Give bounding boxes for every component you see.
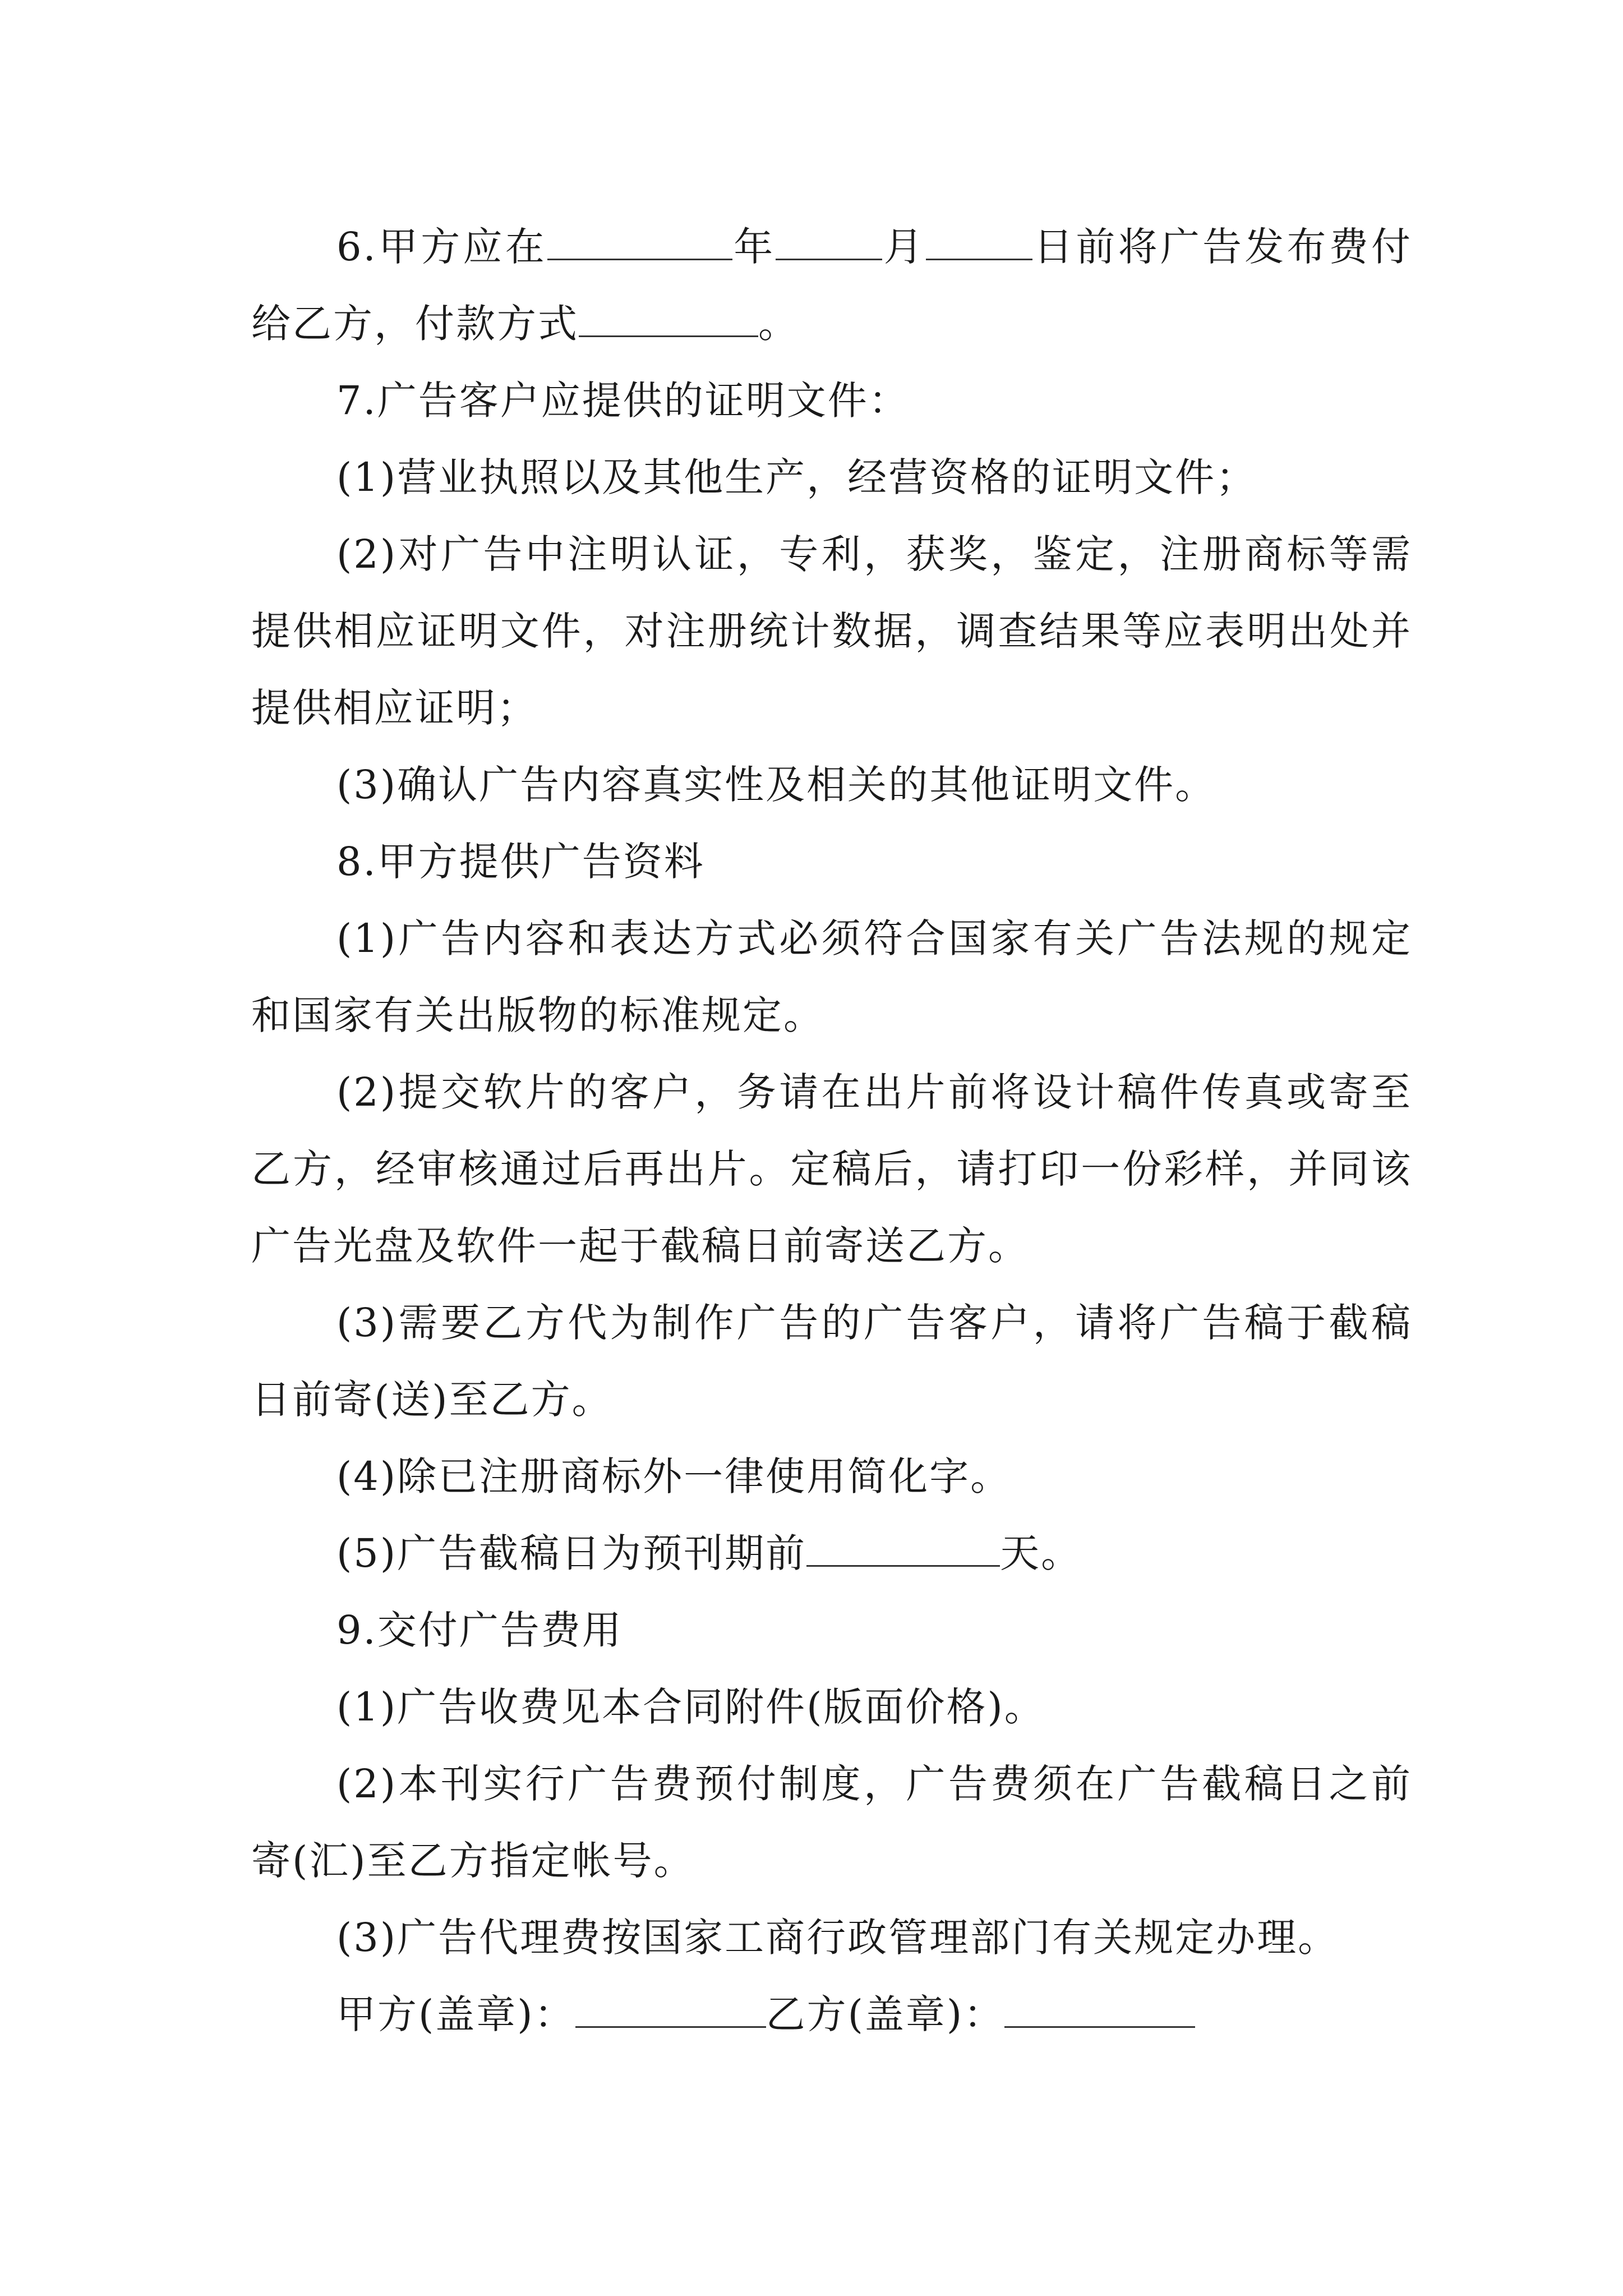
clause-7-item-3: (3)确认广告内容真实性及相关的其他证明文件。 (336, 762, 1216, 808)
clause-6-text-e: 。 (758, 301, 799, 347)
clause-8-item-5 (251, 1515, 1412, 1592)
year-blank[interactable] (547, 227, 732, 260)
party-b-seal-blank[interactable] (1004, 1995, 1195, 2028)
clause-8: 8.甲方提供广告资料 (336, 839, 705, 885)
party-a-seal-blank[interactable] (575, 1995, 766, 2028)
clause-6-text-a: 6.甲方应在 (336, 224, 547, 270)
clause-7-item-2: (2)对广告中注明认证，专利，获奖，鉴定，注册商标等需提供相应证明文件，对注册统计数据，调查结果等应表明出处并提供相应证明； (251, 531, 1412, 731)
clause-6-text-c: 月 (882, 224, 926, 270)
clause-9: 9.交付广告费用 (336, 1607, 623, 1653)
party-a-label: 甲方(盖章)： (336, 1991, 575, 2037)
clause-7-item-1: (1)营业执照以及其他生产，经营资格的证明文件； (336, 454, 1257, 500)
day-blank[interactable] (926, 227, 1032, 260)
clause-9-item-3: (3)广告代理费按国家工商行政管理部门有关规定办理。 (336, 1915, 1339, 1961)
deadline-days-blank[interactable] (806, 1534, 1000, 1567)
clause-8-item-3: (3)需要乙方代为制作广告的广告客户，请将广告稿于截稿日前寄(送)至乙方。 (251, 1300, 1412, 1423)
month-blank[interactable] (776, 227, 882, 260)
clause-9-item-1: (1)广告收费见本合同附件(版面价格)。 (336, 1684, 1045, 1730)
clause-7: 7.广告客户应提供的证明文件： (336, 378, 910, 424)
clause-6-text-d: 日前将广告发布费付给乙方，付款方式 (251, 224, 1413, 347)
party-b-label: 乙方(盖章)： (766, 1991, 1005, 2037)
payment-method-blank[interactable] (579, 304, 758, 337)
clause-8-item-5-text-a: (5)广告截稿日为预刊期前 (336, 1530, 807, 1576)
clause-8-item-5-text-b: 天。 (1000, 1530, 1082, 1576)
clause-8-item-4: (4)除已注册商标外一律使用简化字。 (336, 1453, 1012, 1499)
document-body (251, 209, 1412, 2053)
signature-line (251, 1976, 1412, 2053)
clause-6 (251, 209, 1412, 362)
clause-8-item-2: (2)提交软片的客户，务请在出片前将设计稿件传真或寄至乙方，经审核通过后再出片。定稿后，请打印一份彩样，并同该广告光盘及软件一起于截稿日前寄送乙方。 (251, 1069, 1412, 1269)
clause-9-item-2: (2)本刊实行广告费预付制度，广告费须在广告截稿日之前寄(汇)至乙方指定帐号。 (251, 1761, 1412, 1884)
clause-6-text-b: 年 (732, 224, 776, 270)
clause-8-item-1: (1)广告内容和表达方式必须符合国家有关广告法规的规定和国家有关出版物的标准规定。 (251, 915, 1412, 1038)
